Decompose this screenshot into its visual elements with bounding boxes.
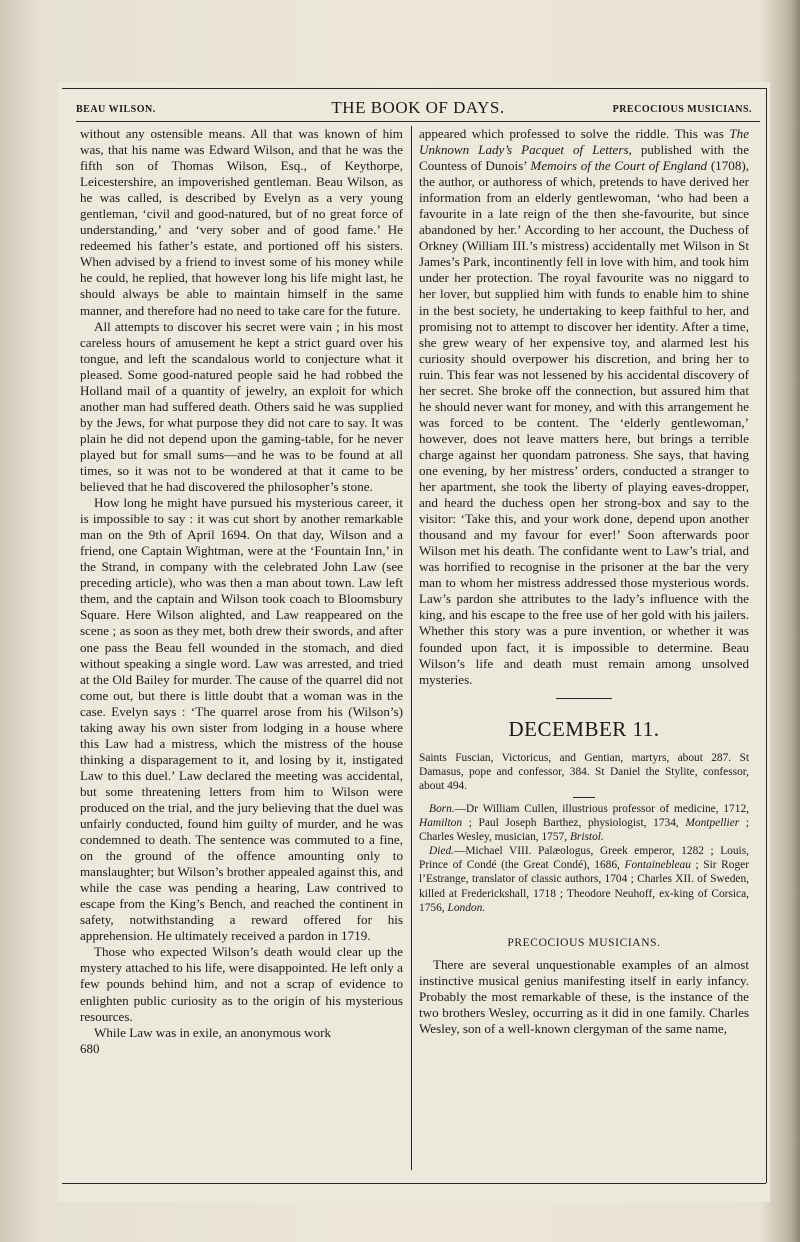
header-left: BEAU WILSON.: [76, 104, 156, 115]
note-separator: [573, 797, 595, 798]
intro-text: appeared which professed to solve the riddle. This was: [419, 126, 730, 141]
intro-text: (1708), the author, or authoress of which, pretends to have derived her information from an elderly gentlewoman, ‘who had been a favourite in a late reign of the then she-favourite, but since abandoned by her.’ According to her account, the Duchess of Orkney (William III.’s mistress) accidentally met Wilson in St James’s Park, incontinently fell in love with him, and took him under her protection. The royal favourite was no niggard to her lover, but supplied him with funds to enable him to shine in the best society, he undertaking to keep faithful to her, and promising not to attempt to discover her identity. After a time, she grew weary of her expensive toy, and alarmed lest his curiosity should overpower his discretion, and bring her to ruin. This fear was not lessened by his accidental discovery of her secret. She broke off the connection, but assured him that he should never want for money, and with this arrangement he was forced to be content. The ‘elderly gentlewoman,’ however, does not leave matters here, but brings a terrible charge against her quondam patroness. She says, that having one evening, by her mistress’ orders, conducted a stranger to her apartment, she took the liberty of playing eaves-dropper, and heard the duchess open her strong-box and say to the visitor: ‘Take this, and your work done, depend upon another thousand and my favour for ever!’ Soon afterwards poor Wilson met his death. The confidante went to Law’s trial, and was horrified to recognise in the prisoner at the bar the very man to whom her mistress addressed those mysterious words. Law’s pardon she attributes to the lady’s influence with the king, and his escape to the free use of her gold with his jailers. Whether this story was a pure invention, or whether it was founded upon fact, it is impossible to determine. Beau Wilson’s life and death must remain among unsolved mysteries.: [419, 158, 750, 687]
place-name: Montpellier: [685, 817, 740, 830]
header-right: PRECOCIOUS MUSICIANS.: [612, 104, 752, 115]
died-text: ; Sir Roger l’Estrange, translator of classic authors, 1704 ; Charles XII. of Sweden, killed at Frederickshall, 1718 ; Theodore Neuhoff, ex-king of Corsica, 1756,: [419, 859, 749, 914]
date-heading: DECEMBER 11.: [508, 716, 660, 741]
paragraph: There are several unquestionable examples of an almost instinctive musical genius manifesting itself in early infancy. Probably the most remarkable of these, is the instance of the two brothers Wesley, occurring as it did in one family. Charles Wesley, son of a well-known clergyman of the same name,: [419, 956, 749, 1036]
paragraph: While Law was in exile, an anonymous work: [94, 1024, 332, 1040]
born-text: —Dr William Cullen, illustrious professor of medicine, 1712,: [454, 802, 749, 815]
paragraph: How long he might have pursued his mysterious career, it is impossible to say : it was cut short by another remarkable man on the 9th of April 1694. On that day, Wilson and a friend, one Captain Wightman, were at the ‘Fountain Inn,’ in the Strand, in company with the celebrated John Law (see preceding article), who was then a man about town. Law left them, and the captain and Wilson took coach to Bloomsbury Square. Here Wilson alighted, and Law reappeared on the scene ; as soon as they met, both drew their swords, and after one pass the Beau fell wounded in the stomach, and died without speaking a single word. Law was arrested, and tried at the Old Bailey for murder. The cause of the quarrel did not come out, but there is little doubt that a woman was in the case. Evelyn says : ‘The quarrel arose from his (Wilson’s) taking away his own sister from lodging in a house where this Law had a mistress, which the mistress of the house thinking a disparagement to it, and losing by it, instigated Law to this duel.’ Law declared the meeting was accidental, but some threatening letters from him to Wilson were produced on the trial, and the jury believing that the duel was unfairly conducted, found him guilty of murder, and he was condemned to death. The sentence was commuted to a fine, on the ground of the offence amounting only to manslaughter; but Wilson’s brother appealed against this, and while the case was pending a hearing, Law contrived to escape from the King’s Bench, and reached the continent in safety, notwithstanding a reward offered for his apprehension. He ultimately received a pardon in 1719.: [80, 495, 403, 944]
column-divider: [411, 126, 412, 1170]
page-frame-right: [766, 88, 767, 1183]
born-text: ; Charles Wesley, musician, 1757,: [419, 817, 749, 844]
died-label: Died.: [429, 845, 454, 858]
page-frame-top: [62, 88, 766, 89]
born-text: ; Paul Joseph Barthez, physiologist, 1734,: [462, 817, 686, 830]
place-name: Fontainebleau: [624, 859, 691, 872]
page-number: 680: [80, 1040, 100, 1056]
left-column: [80, 126, 403, 1057]
intro-text: published with the Countess of Dunois’: [419, 142, 750, 174]
section-heading: PRECOCIOUS MUSICIANS.: [507, 936, 661, 949]
page-frame-bottom: [62, 1183, 766, 1184]
place-name: Bristol.: [569, 831, 604, 844]
running-header: [76, 98, 760, 120]
section-separator: [556, 698, 612, 699]
calendar-notes: [419, 751, 749, 915]
header-rule: [76, 121, 760, 122]
paragraph: Those who expected Wilson’s death would clear up the mystery attached to his life, were disappointed. He left only a few pounds behind him, and not a scrap of evidence to enlighten public curiosity as to the origin of his mysterious resources.: [80, 944, 403, 1024]
place-name: Hamilton: [419, 817, 463, 830]
born-label: Born.: [429, 802, 455, 815]
book-title: Memoirs of the Court of England: [530, 158, 708, 174]
paragraph: All attempts to discover his secret were vain ; in his most careless hours of amusement he kept a strict guard over his tongue, and left the scandalous world to conjecture what it pleased. Some good-natured people said he had robbed the Holland mail of a quantity of jewelry, an exploit for which another man had suffered death. Others said he was supplied by the Jews, for what purpose they did not care to say. It was plain he did not depend upon the gaming-table, for he never played but for small sums—and he was to be found at all times, so it was not to be wondered at that it came to be believed that he had discovered the philosopher’s stone.: [80, 318, 403, 495]
place-name: London.: [447, 901, 486, 914]
paragraph: [419, 126, 749, 688]
died-note: [419, 844, 749, 914]
book-title: The Unknown Lady’s Pacquet of Letters,: [419, 126, 749, 158]
paragraph: without any ostensible means. All that was known of him was, that his name was Edward Wilson, and that he was the fifth son of Thomas Wilson, Esq., of Keythorpe, Leicestershire, an impoverished gentleman. Beau Wilson, as he was called, is described by Evelyn as a very young gentleman, ‘civil and good-natured, but of no great force of understanding,’ and ‘very sober and of good fame.’ He redeemed his father’s estate, and portioned off his sisters. When advised by a friend to invest some of his money while he could, he replied, that however long his life might last, he should always be able to maintain himself in the same manner, and therefore had no need to take care for the future.: [80, 126, 403, 318]
died-text: —Michael VIII. Palæologus, Greek emperor, 1282 ; Louis, Prince of Condé (the Great Condé), 1686,: [419, 845, 749, 872]
right-column: [419, 126, 749, 1037]
header-title: THE BOOK OF DAYS.: [331, 98, 505, 117]
born-note: [419, 802, 749, 844]
saints-note: Saints Fuscian, Victoricus, and Gentian, martyrs, about 287. St Damasus, pope and confessor, 384. St Daniel the Stylite, confessor, about 494.: [419, 751, 749, 792]
